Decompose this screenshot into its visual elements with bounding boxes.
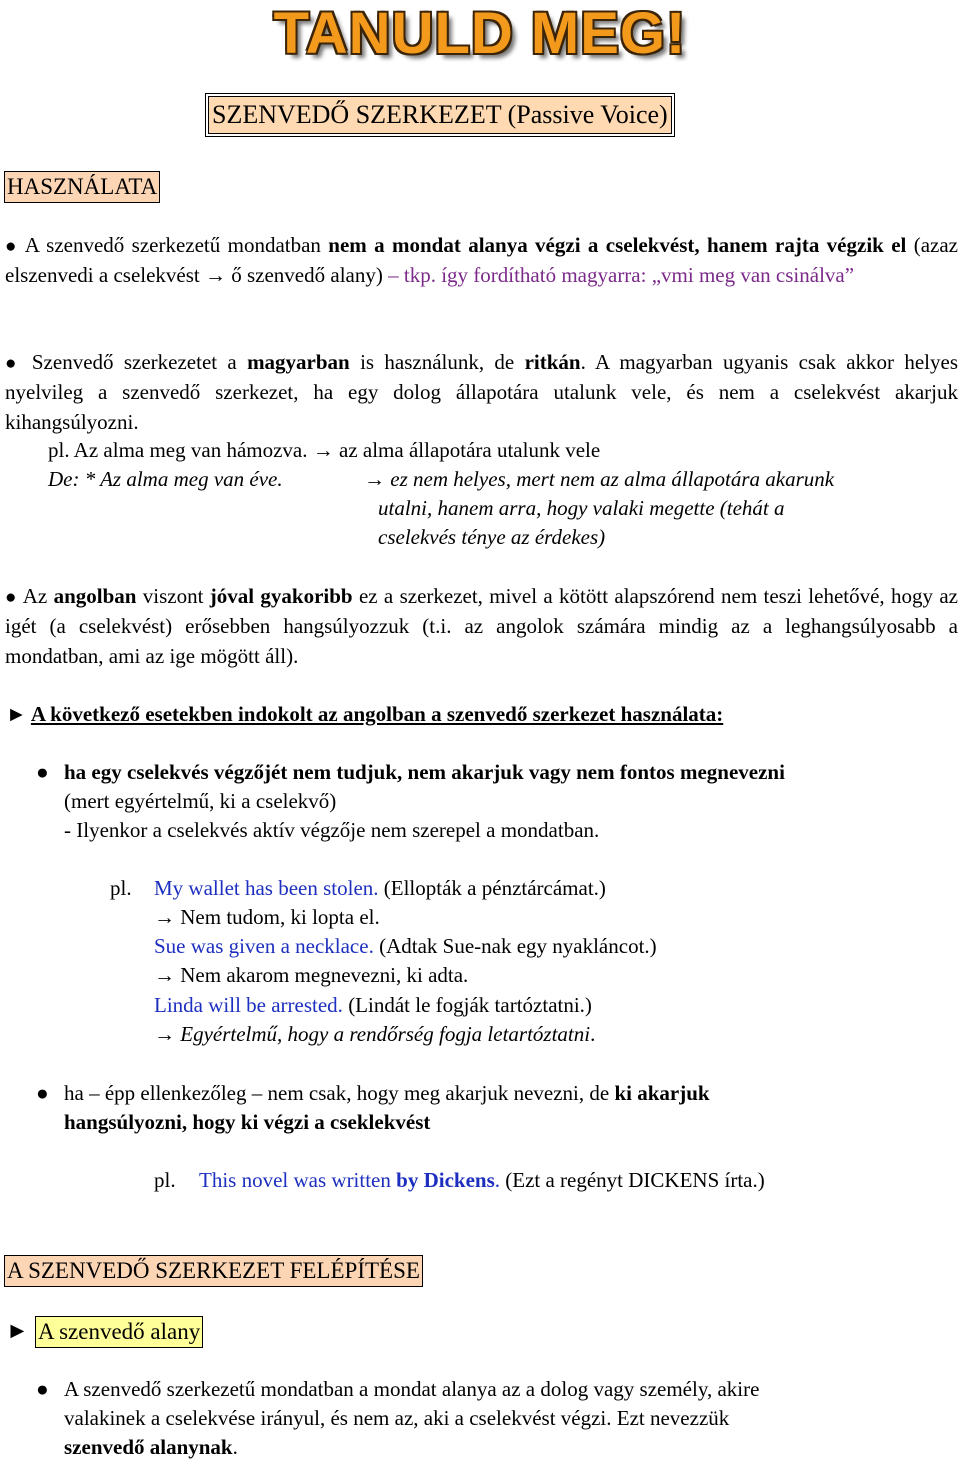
- bullet-icon: ●: [5, 353, 22, 374]
- example-necklace: Sue was given a necklace. (Adtak Sue-nak egy nyakláncot.): [154, 934, 657, 958]
- example-explanation-line-3: cselekvés ténye az érdekes): [378, 525, 606, 549]
- example-explanation-line-1: → ez nem helyes, mert nem az alma állapotára akarunk: [364, 467, 835, 491]
- bullet-icon: ●: [36, 1081, 49, 1105]
- triangle-right-icon: ►: [6, 702, 27, 726]
- paragraph-usage-1: ● A szenvedő szerkezetű mondatban nem a mondat alanya végzi a cselekvést, hanem rajta végzik el (azaz elszenvedi a cselekvést → ő szenvedő alany) – tkp. így fordítható magyarra: „vmi meg van csinálva”: [5, 233, 958, 288]
- example-apple-peeled: pl. Az alma meg van hámozva. → az alma állapotára utalunk vele: [48, 438, 601, 462]
- paragraph-passive-subject-line-3: szenvedő alanynak.: [64, 1435, 238, 1459]
- cases-heading: ► A következő esetekben indokolt az angolban a szenvedő szerkezet használata:: [6, 702, 724, 726]
- triangle-right-icon: ►: [6, 1318, 29, 1343]
- example-dickens: This novel was written by Dickens. (Ezt a regényt DICKENS írta.): [199, 1168, 765, 1192]
- case-1-line-2: (mert egyértelmű, ki a cselekvő): [64, 789, 337, 813]
- section-heading-felepitese: A SZENVEDŐ SZERKEZET FELÉPÍTÉSE: [4, 1255, 423, 1287]
- case-1-line-3: - Ilyenkor a cselekvés aktív végzője nem szerepel a mondatban.: [64, 818, 600, 842]
- example-arrest-note: → Egyértelmű, hogy a rendőrség fogja letartóztatni.: [154, 1022, 596, 1046]
- case-2-line-2: hangsúlyozni, hogy ki végzi a cseklekvést: [64, 1110, 431, 1134]
- case-2-line-1: ha – épp ellenkezőleg – nem csak, hogy meg akarjuk nevezni, de ki akarjuk: [64, 1081, 710, 1105]
- paragraph-usage-2: ● Szenvedő szerkezetet a magyarban is használunk, de ritkán. A magyarban ugyanis csak akkor helyes nyelvileg a szenvedő szerkezet, ha egy dolog állapotára utalunk vele, és nem a cselekvést akarjuk kihangsúlyozni.: [5, 350, 958, 434]
- section-heading-hasznalata: HASZNÁLATA: [4, 171, 160, 203]
- example-apple-eaten: De: * Az alma meg van éve.: [48, 467, 283, 491]
- example-wallet-note: → Nem tudom, ki lopta el.: [154, 905, 380, 929]
- bullet-icon: ●: [36, 1377, 49, 1401]
- logo-tanuld-meg: TANULD MEG!: [273, 1, 687, 66]
- example-necklace-note: → Nem akarom megnevezni, ki adta.: [154, 963, 469, 987]
- paragraph-passive-subject-line-1: A szenvedő szerkezetű mondatban a mondat alanya az a dolog vagy személy, akire: [64, 1377, 760, 1401]
- example-label: pl.: [154, 1168, 176, 1192]
- bullet-icon: ●: [36, 760, 49, 784]
- page-title: SZENVEDŐ SZERKEZET (Passive Voice): [208, 96, 672, 134]
- bullet-icon: ●: [5, 587, 18, 608]
- example-wallet: My wallet has been stolen. (Ellopták a pénztárcámat.): [154, 876, 606, 900]
- bullet-icon: ●: [5, 236, 19, 257]
- paragraph-passive-subject-line-2: valakinek a cselekvése irányul, és nem az, aki a cselekvést végzi. Ezt nevezzük: [64, 1406, 730, 1430]
- example-explanation-line-2: utalni, hanem arra, hogy valaki megette (tehát a: [378, 496, 785, 520]
- subheading-szenvedo-alany: A szenvedő alany: [35, 1316, 203, 1348]
- example-arrest: Linda will be arrested. (Lindát le fogják tartóztatni.): [154, 993, 592, 1017]
- case-1-line-1: ha egy cselekvés végzőjét nem tudjuk, nem akarjuk vagy nem fontos megnevezni: [64, 760, 785, 784]
- example-label: pl.: [110, 876, 132, 900]
- paragraph-usage-3: ● Az angolban viszont jóval gyakoribb ez a szerkezet, mivel a kötött alapszórend nem teszi lehetővé, hogy az igét (a cselekvést) erősebben hangsúlyozzuk (t.i. az angolok számára mindig az a leghangsúlyosabb a mondatban, ami az ige mögött áll).: [5, 584, 958, 668]
